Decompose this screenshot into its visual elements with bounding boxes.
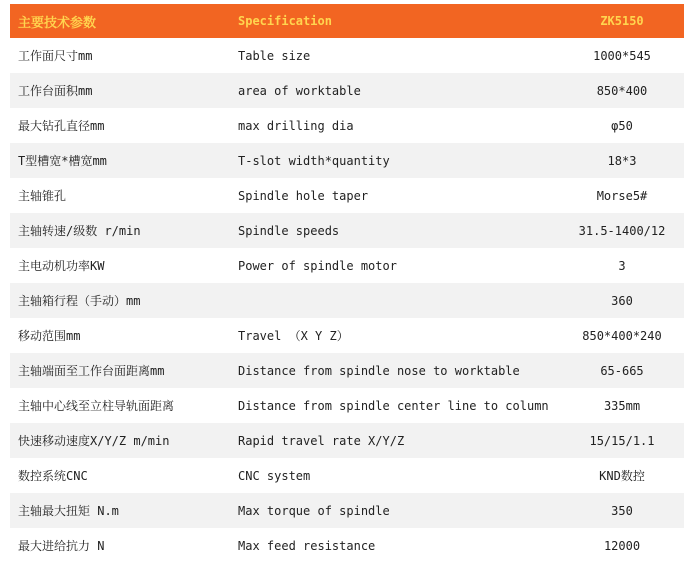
param-name-en: Power of spindle motor (230, 248, 560, 283)
param-value: 18*3 (560, 143, 684, 178)
param-name-en: Rapid travel rate X/Y/Z (230, 423, 560, 458)
table-row (10, 248, 684, 283)
param-name-en: area of worktable (230, 73, 560, 108)
param-value: 3 (560, 248, 684, 283)
param-name-en: Distance from spindle center line to column (230, 388, 560, 423)
param-value: 350 (560, 493, 684, 528)
spec-table (10, 4, 684, 563)
param-value: 1000*545 (560, 38, 684, 73)
param-name-cn: 数控系统CNC (10, 458, 230, 493)
param-name-en: Table size (230, 38, 560, 73)
param-value: 65-665 (560, 353, 684, 388)
param-value: Morse5# (560, 178, 684, 213)
param-value: 15/15/1.1 (560, 423, 684, 458)
table-row (10, 213, 684, 248)
param-name-cn: 快速移动速度X/Y/Z m/min (10, 423, 230, 458)
param-value: 360 (560, 283, 684, 318)
header-model: ZK5150 (560, 4, 684, 38)
param-name-cn: 最大钻孔直径mm (10, 108, 230, 143)
param-name-cn: 工作面尺寸mm (10, 38, 230, 73)
param-name-en (230, 283, 560, 318)
param-name-en: Spindle speeds (230, 213, 560, 248)
param-name-en: Max torque of spindle (230, 493, 560, 528)
header-parameters: 主要技术参数 (10, 4, 230, 38)
header-specification: Specification (230, 4, 560, 38)
table-row (10, 388, 684, 423)
param-name-en: Distance from spindle nose to worktable (230, 353, 560, 388)
param-name-cn: 最大进给抗力 N (10, 528, 230, 563)
param-name-cn: T型槽宽*槽宽mm (10, 143, 230, 178)
param-value: 335mm (560, 388, 684, 423)
table-row (10, 458, 684, 493)
param-name-en: CNC system (230, 458, 560, 493)
param-name-en: max drilling dia (230, 108, 560, 143)
table-row (10, 353, 684, 388)
param-name-en: Travel （X Y Z） (230, 318, 560, 353)
param-value: φ50 (560, 108, 684, 143)
spec-table-body (10, 38, 684, 563)
param-name-cn: 主轴转速/级数 r/min (10, 213, 230, 248)
param-name-en: Max feed resistance (230, 528, 560, 563)
param-value: 31.5-1400/12 (560, 213, 684, 248)
table-row (10, 283, 684, 318)
param-name-cn: 主轴中心线至立柱导轨面距离 (10, 388, 230, 423)
param-name-cn: 主轴锥孔 (10, 178, 230, 213)
param-value: 12000 (560, 528, 684, 563)
table-row (10, 318, 684, 353)
table-row (10, 423, 684, 458)
param-value: KND数控 (560, 458, 684, 493)
table-row (10, 38, 684, 73)
param-name-cn: 主轴端面至工作台面距离mm (10, 353, 230, 388)
table-row (10, 108, 684, 143)
param-name-en: Spindle hole taper (230, 178, 560, 213)
param-name-cn: 主电动机功率KW (10, 248, 230, 283)
table-row (10, 493, 684, 528)
table-row (10, 178, 684, 213)
param-value: 850*400*240 (560, 318, 684, 353)
table-row (10, 73, 684, 108)
table-row (10, 528, 684, 563)
param-name-en: T-slot width*quantity (230, 143, 560, 178)
param-name-cn: 移动范围mm (10, 318, 230, 353)
param-name-cn: 工作台面积mm (10, 73, 230, 108)
param-value: 850*400 (560, 73, 684, 108)
param-name-cn: 主轴箱行程（手动）mm (10, 283, 230, 318)
table-row (10, 143, 684, 178)
param-name-cn: 主轴最大扭矩 N.m (10, 493, 230, 528)
table-header-row (10, 4, 684, 38)
